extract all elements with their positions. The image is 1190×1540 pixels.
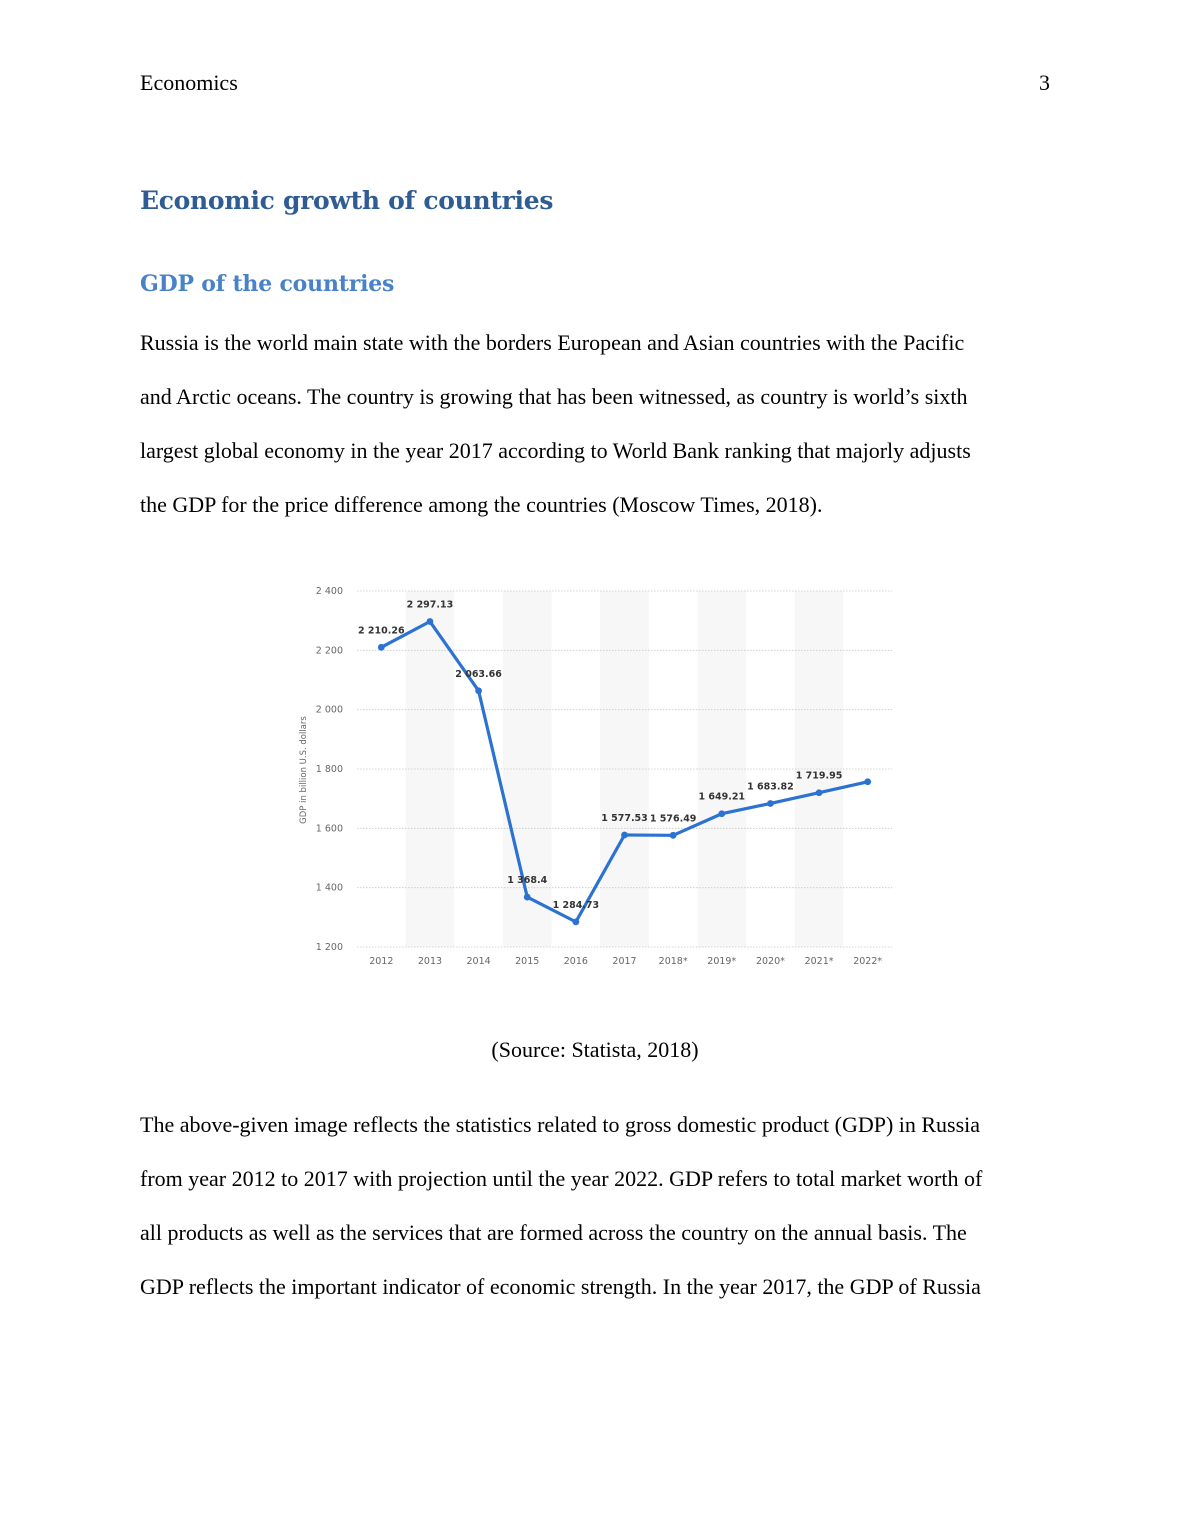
x-tick-label: 2018* <box>658 956 688 967</box>
data-point <box>572 918 579 925</box>
x-tick-label: 2012 <box>369 956 394 967</box>
data-label: 2 210.26 <box>358 625 405 637</box>
x-tick-label: 2016 <box>563 956 588 967</box>
data-point <box>621 832 628 839</box>
paragraph-line: all products as well as the services that are formed across the country on the annual basis. The <box>140 1220 967 1245</box>
subsection-heading: GDP of the countries <box>140 271 395 297</box>
page-number: 3 <box>1039 70 1050 95</box>
x-tick-label: 2017 <box>612 956 637 967</box>
data-label: 2 063.66 <box>455 668 502 680</box>
data-label: 1 284.73 <box>552 899 600 911</box>
figure-caption: (Source: Statista, 2018) <box>491 1037 699 1062</box>
paragraph-line: Russia is the world main state with the borders European and Asian countries with the Pacific <box>140 330 965 355</box>
y-tick-label: 1 200 <box>315 942 343 953</box>
data-point <box>378 644 385 651</box>
data-label: 1 683.82 <box>747 781 794 793</box>
data-label: 1 577.53 <box>601 812 648 824</box>
y-tick-label: 1 400 <box>315 882 343 894</box>
data-point <box>864 778 871 785</box>
x-tick-label: 2014 <box>466 956 491 967</box>
y-tick-label: 2 200 <box>315 645 343 657</box>
data-point <box>427 618 434 625</box>
data-point <box>816 789 823 796</box>
intro-paragraph <box>140 328 1050 544</box>
paragraph-line: from year 2012 to 2017 with projection until the year 2022. GDP refers to total market worth of <box>140 1166 983 1191</box>
paragraph-line: the GDP for the price difference among the countries (Moscow Times, 2018). <box>140 492 823 517</box>
y-tick-label: 1 800 <box>315 764 343 775</box>
data-label: 2 297.13 <box>406 599 454 611</box>
y-tick-label: 2 400 <box>315 586 343 597</box>
x-tick-label: 2020* <box>755 956 785 967</box>
paragraph-line: GDP reflects the important indicator of economic strength. In the year 2017, the GDP of Russia <box>140 1274 981 1299</box>
paragraph-line: largest global economy in the year 2017 according to World Bank ranking that majorly adjusts <box>140 438 971 463</box>
paragraph-line: The above-given image reflects the statistics related to gross domestic product (GDP) in Russia <box>140 1112 981 1137</box>
data-point <box>718 810 725 817</box>
gdp-line-chart <box>290 578 900 978</box>
x-tick-label: 2021* <box>804 956 834 967</box>
x-tick-label: 2019* <box>707 956 737 967</box>
x-tick-label: 2015 <box>515 956 540 967</box>
data-point <box>524 894 531 901</box>
data-point <box>475 687 482 694</box>
data-label: 1 719.95 <box>795 770 843 782</box>
running-header: Economics <box>140 70 238 95</box>
body-paragraph <box>140 1110 1050 1326</box>
data-label: 1 368.4 <box>507 875 548 887</box>
x-tick-label: 2022* <box>853 956 883 967</box>
paragraph-line: and Arctic oceans. The country is growing that has been witnessed, as country is world’s sixth <box>140 384 968 409</box>
y-tick-label: 2 000 <box>315 704 343 716</box>
data-point <box>670 832 677 839</box>
data-point <box>767 800 774 807</box>
data-label: 1 649.21 <box>698 791 746 803</box>
section-heading: Economic growth of countries <box>140 186 554 215</box>
data-label: 1 576.49 <box>649 813 697 825</box>
y-axis-label: GDP in billion U.S. dollars <box>299 716 309 824</box>
y-tick-label: 1 600 <box>315 823 343 835</box>
x-tick-label: 2013 <box>417 956 443 967</box>
